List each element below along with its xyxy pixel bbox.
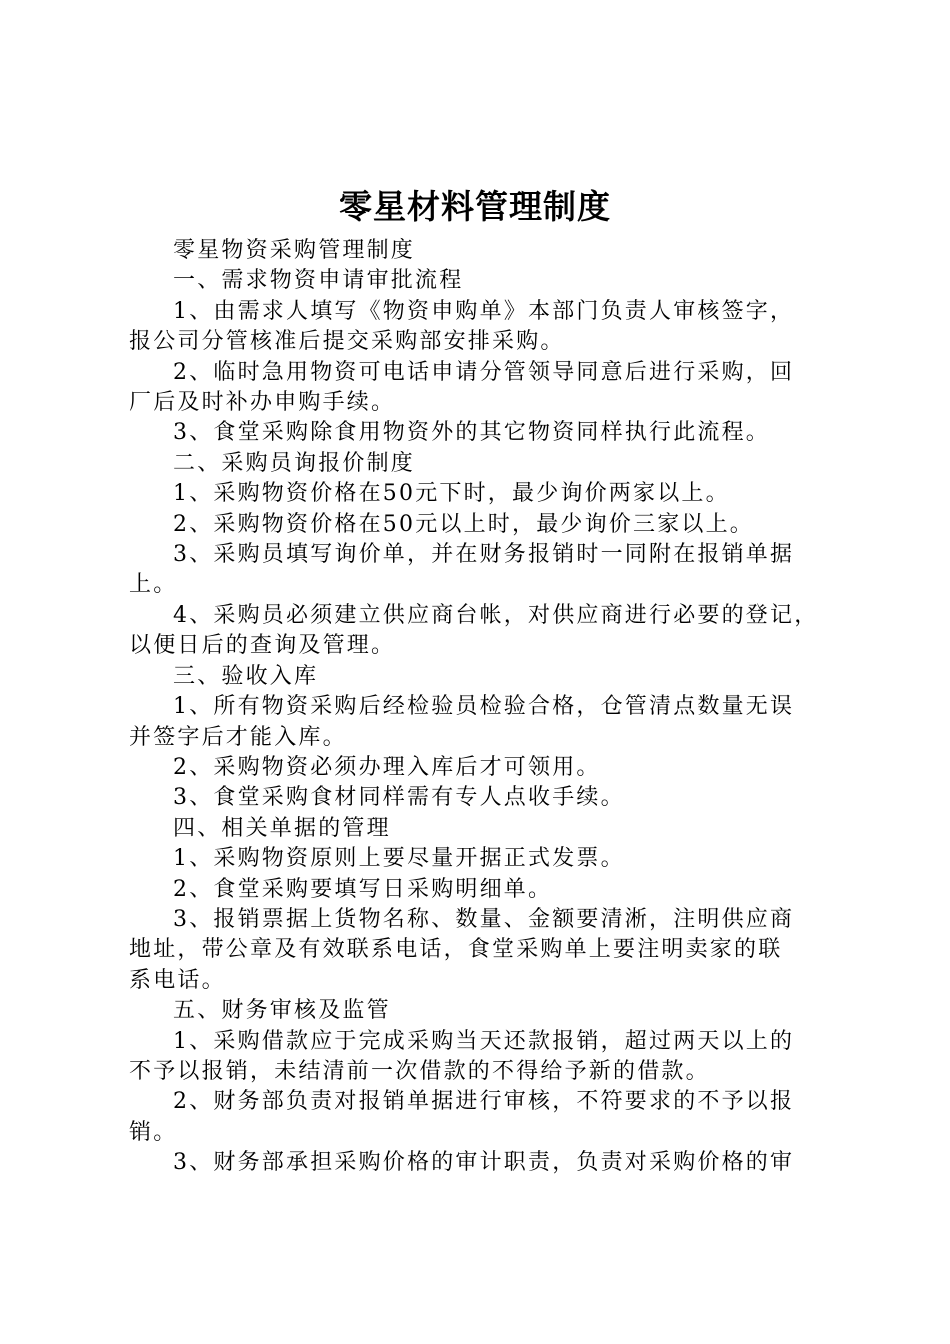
text-line: 以便日后的查询及管理。: [129, 633, 396, 659]
text-line: 4、采购员必须建立供应商台帐，对供应商进行必要的登记，: [173, 602, 819, 628]
text-line: 3、采购员填写询价单，并在财务报销时一同附在报销单据: [173, 542, 795, 568]
text-line: 3、财务部承担采购价格的审计职责，负责对采购价格的审: [173, 1150, 795, 1176]
document-body: [129, 236, 841, 1179]
text-line: 2、财务部负责对报销单据进行审核，不符要求的不予以报: [173, 1089, 795, 1115]
text-line: 零星物资采购管理制度: [173, 238, 416, 263]
text-line: 2、临时急用物资可电话申请分管领导同意后进行采购，回: [173, 359, 795, 385]
text-line: 2、采购物资必须办理入库后才可领用。: [173, 754, 601, 780]
text-line: 销。: [129, 1119, 178, 1145]
text-line: 三、验收入库: [173, 663, 319, 689]
text-line: 1、采购物资价格在50元下时，最少询价两家以上。: [173, 481, 730, 507]
text-line: 报公司分管核准后提交采购部安排采购。: [129, 329, 565, 355]
text-line: 1、采购借款应于完成采购当天还款报销，超过两天以上的: [173, 1028, 795, 1054]
text-line: 一、需求物资申请审批流程: [173, 268, 464, 294]
text-line: 1、所有物资采购后经检验员检验合格，仓管清点数量无误: [173, 694, 795, 720]
text-line: 并签字后才能入库。: [129, 724, 347, 750]
text-line: 3、报销票据上货物名称、数量、金额要清淅，注明供应商: [173, 906, 795, 932]
text-line: 1、采购物资原则上要尽量开据正式发票。: [173, 846, 625, 872]
text-line: 3、食堂采购除食用物资外的其它物资同样执行此流程。: [173, 420, 770, 446]
text-line: 上。: [129, 572, 178, 598]
text-line: 3、食堂采购食材同样需有专人点收手续。: [173, 785, 625, 811]
text-line: 二、采购员询报价制度: [173, 450, 416, 476]
text-line: 四、相关单据的管理: [173, 815, 391, 841]
document-title: 零星材料管理制度: [339, 187, 611, 226]
text-line: 五、财务审核及监管: [173, 998, 391, 1024]
text-line: 2、食堂采购要填写日采购明细单。: [173, 876, 553, 902]
text-line: 1、由需求人填写《物资申购单》本部门负责人审核签字，: [173, 298, 795, 324]
text-line: 2、采购物资价格在50元以上时，最少询价三家以上。: [173, 511, 754, 537]
text-line: 不予以报销，未结清前一次借款的不得给予新的借款。: [129, 1058, 710, 1084]
text-line: 系电话。: [129, 967, 226, 993]
text-line: 地址，带公章及有效联系电话，食堂采购单上要注明卖家的联: [129, 937, 783, 963]
text-line: 厂后及时补办申购手续。: [129, 390, 396, 416]
